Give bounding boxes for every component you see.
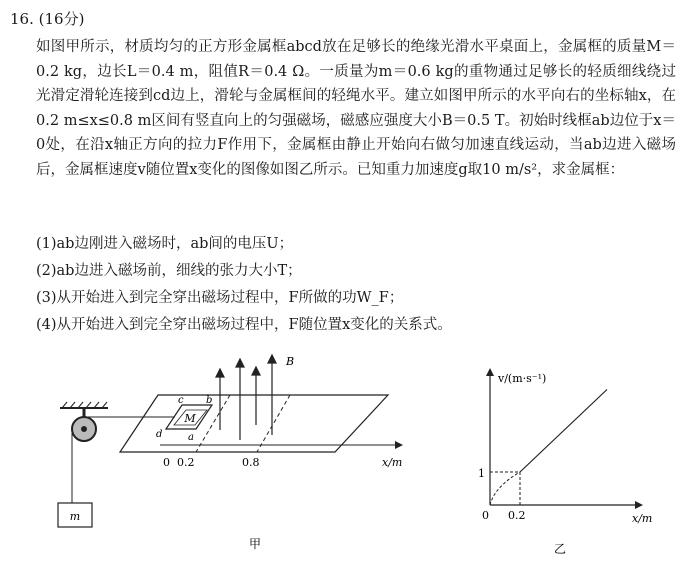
corner-d: d — [156, 429, 163, 440]
graph-x-arrow — [635, 501, 643, 509]
graph-x-label: x/m — [632, 512, 653, 525]
graph-dashed-curve — [490, 472, 520, 505]
field-label-B: B — [286, 355, 295, 368]
table-surface — [120, 395, 388, 452]
subquestion-1: (1)ab边刚进入磁场时，ab间的电压U； — [36, 236, 294, 252]
subquestion-3: (3)从开始进入到完全穿出磁场过程中，F所做的功W_F； — [36, 290, 404, 306]
question-text — [36, 35, 676, 182]
x-axis-label: x/m — [382, 456, 403, 469]
x-axis-arrow — [395, 441, 403, 449]
question-score: (16分) — [38, 10, 85, 28]
corner-c: c — [178, 395, 184, 406]
subquestion-2: (2)ab边进入磁场前，细线的张力大小T； — [36, 263, 302, 279]
graph-y-arrow — [486, 368, 494, 376]
frame-label-M: M — [184, 412, 196, 425]
weight-label: m — [69, 510, 81, 523]
graph-tick-x0: 0 — [482, 509, 489, 522]
question-paragraph: 如图甲所示，材质均匀的正方形金属框abcd放在足够长的绝缘光滑水平桌面上，金属框的质量M＝0.2 kg，边长L＝0.4 m，阻值R＝0.4 Ω。一质量为m＝0.6 kg的重物通过足够长的轻质细线绕过光滑定滑轮连接到cd边上，滑轮与金属框间的轻绳水平。建立如图甲所示的水平向右的坐标轴x，在0.2 m≤x≤0.8 m区间有竖直向上的匀强磁场，磁感应强度大小B＝0.5 T。初始时线框ab边位于x＝0处，在沿x轴正方向的拉力F作用下，金属框由静止开始向右做匀加速直线运动，当ab边进入磁场后，金属框速度v随位置x变化的图像如图乙所示。已知重力加速度g取10 m/s²，求金属框： — [36, 39, 676, 178]
graph-y-label: v/(m·s⁻¹) — [498, 372, 547, 385]
pulley-axle — [81, 426, 87, 432]
graph-tick-y1: 1 — [478, 467, 485, 480]
subquestion-4: (4)从开始进入到完全穿出磁场过程中，F随位置x变化的关系式。 — [36, 317, 452, 333]
figure-b — [460, 360, 660, 560]
field-boundary-left — [196, 395, 230, 452]
corner-b: b — [206, 395, 213, 406]
tick-0-8: 0.8 — [242, 456, 260, 469]
graph-velocity-line — [520, 390, 607, 473]
corner-a: a — [188, 432, 194, 443]
tick-0-2: 0.2 — [177, 456, 195, 469]
question-header — [10, 8, 84, 29]
field-boundary-right — [257, 395, 290, 452]
figure-a-caption: 甲 — [248, 537, 262, 551]
field-arrows — [216, 355, 276, 440]
tick-0: 0 — [163, 456, 170, 469]
figure-b-caption: 乙 — [553, 542, 567, 556]
question-number: 16. — [10, 10, 34, 28]
figure-a — [0, 345, 440, 565]
graph-tick-x02: 0.2 — [508, 509, 526, 522]
